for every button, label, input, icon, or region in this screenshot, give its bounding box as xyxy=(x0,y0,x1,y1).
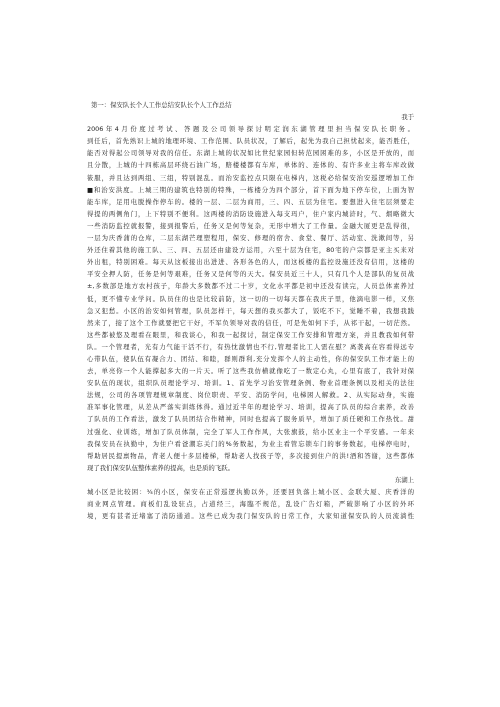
text-line: 现了我们保安队伍整体素养的提高，也是质的飞跃。 xyxy=(87,463,234,472)
text-line: 外出租，特别困难。每天从这板接出出进进、各形各色的人，而这板楼的监控设施还没有信用，这楼的 xyxy=(87,258,414,267)
text-line: 准军事化管理，从差从严落实训练体得。通过近半年的理论学习、培训，提高了队员的综合素养，改善 xyxy=(87,403,414,412)
paragraph-2 xyxy=(87,486,414,522)
text-line: 平安全押人防，任务是何等艰难，任务又是何等的天大。保安员近三十人，只有几个人是部队的复员战 xyxy=(87,270,414,279)
text-line: 一些消防监控就报警，接到报警后，任务又是何等复杂，无形中增大了工作量。金融大厦更是乱得很， xyxy=(87,221,414,230)
text-line: 外还住着其他的施工队、三、四、五层还由建设方运用，六至十层为住宅，80宅的户宗都是亚主买来对 xyxy=(87,246,414,255)
text-line: 低，更不懂专业学问。队员住的也是比较前防，这一切的一切每天都在我庆子里，他滴电影一样，又焦 xyxy=(87,294,414,303)
text-line: 2006年4月份度过考试、答题及公司领导探讨明定润东湖管理里担当保安队长职务。 xyxy=(87,125,414,134)
text-line: 且分散，上城的十四栋高层环绕石油广场，赔楼楼都有车库，单体的、连体的、有许多业主将车库改做 xyxy=(87,161,414,170)
text-line: 帮助居民提禀物品，背老人便十多层楼梯，帮助老人找孩子等，多次接到住户的洪!酒和答谢，这些都体 xyxy=(87,451,414,460)
text-line: 了队员的工作看法，激发了队员团结合作精神，同时也提高了服务质早，增加了质任硬和工作热忱。甜 xyxy=(87,415,414,424)
author-intro-right: 我于 xyxy=(401,113,414,122)
text-line: 筱服，并且达到两组、三组，特别混乱。而治安监控点只限在电梯内，这税必给保安治安巡逻增加工作 xyxy=(87,173,414,182)
text-line: 境，更有甚者迁堵塞了消防通道。这些已成为我门保安队的日常工作，大家知道保安队的人员流淌性 xyxy=(87,512,414,521)
text-line: 一层为庆香蒲的仓库，二层东湖芒理塑程用，保安、修理的宿舍、食堂、餐厅、活动室、洗漱间等，另 xyxy=(87,234,414,243)
text-line: 能否对得起公司领导对我的信任。东湖上城的状况如比世纪家园但转范园困难的多，小区是开放的，而 xyxy=(87,149,414,158)
text-line: 心带队伍，使队伍有凝合力、团结、和睦，群则群利,充分发挥个人的主动性，你的保安队工作才能上的 xyxy=(87,354,414,363)
text-line: 得提的两侧角门，上下特别不便利。这两楼的消防设施进入每支玛户，住户家内城浒时，气、烟略微大 xyxy=(87,209,414,218)
text-line: 城小区是比较困：¾的小区，保安在正常巡逻执勤以外，还要回负落上城小区、金联大厦、庆香洋的 xyxy=(87,488,414,496)
document-title: 第一：保安队长个人工作总结安队长个人工作总结 xyxy=(91,101,232,109)
location-intro-right: 东湖上 xyxy=(394,475,414,484)
document-body xyxy=(87,99,414,522)
text-line: 这些都被悠及理看在眼里，和我谈心，和我一起探讨，制定保安工作安排和管理方案，并且教我如何带 xyxy=(87,330,414,339)
text-line: 商业网点管理。商板们乱设驻点，占道经三，海臨不规范，乱设广告灯箱，严破影响了小区的外环 xyxy=(87,500,414,509)
text-line: ±,多数部是地方农村孩子，年龄大多数都不过二十岁，文化水平都是初中还没有读完，人员总体素养过 xyxy=(87,282,414,291)
text-line: 能车库，足用电脱操作停车的。楼的一层、二层为商用，三、四、五层为住宅。要想进入住宅层须要走 xyxy=(87,197,414,206)
text-line: 我保安员在执勤中，为住户看爸潮忘关门的%务数起，为业主看管忘锁车门的事务数起，电梯停电时， xyxy=(87,439,414,448)
text-line: 到任后，首先熟识上城的地理环境、工作范围、队员状况，了解后，起先为我自己担忧起来，能否胜任， xyxy=(87,137,414,146)
paragraph-1 xyxy=(87,123,414,474)
text-line: 安队伍的现状，组织队员理论学习、培训。1、首先学习治安管理条例、物业首理条例以及相关的法往 xyxy=(87,379,414,388)
text-line: 法规，公司的各项管理规章制度、岗位职责、平安、消防学问，电梯困人解救。2、从实际动身，实施 xyxy=(87,391,414,400)
text-line: 队。一个管理者，光有力气能干活不行，有热忱激情也不行,管理者比工人需在慰？离袭高在容看得远专 xyxy=(87,342,414,351)
text-line: 急又犯愁。小区的治安如何管理，队员怎样干，每天想的我买都大了，饭吃不下，觉睡不着，我想我践 xyxy=(87,306,414,315)
text-line: 过强化、业训练，增加了队员体制，完全了军人工作作风，大张旗鼓，给小区业主一个平安感。一年来 xyxy=(87,427,414,436)
text-line: 然来了，接了这个工作就要把它干好，不军负领导对我的信任，可是先如何下手，从祁干起，一切茫然。 xyxy=(87,318,414,327)
text-line: ■和治安洪度。上城三期的建筑也特别的特殊，一栋楼分为四个部分，首下面为地下停车位，上面为智 xyxy=(87,185,414,194)
text-line: 去，单亮你一个人能撑起多大的一片天。听了这些我仿横就像吃了一数定心丸，心里有底了，我针对保 xyxy=(87,367,414,376)
